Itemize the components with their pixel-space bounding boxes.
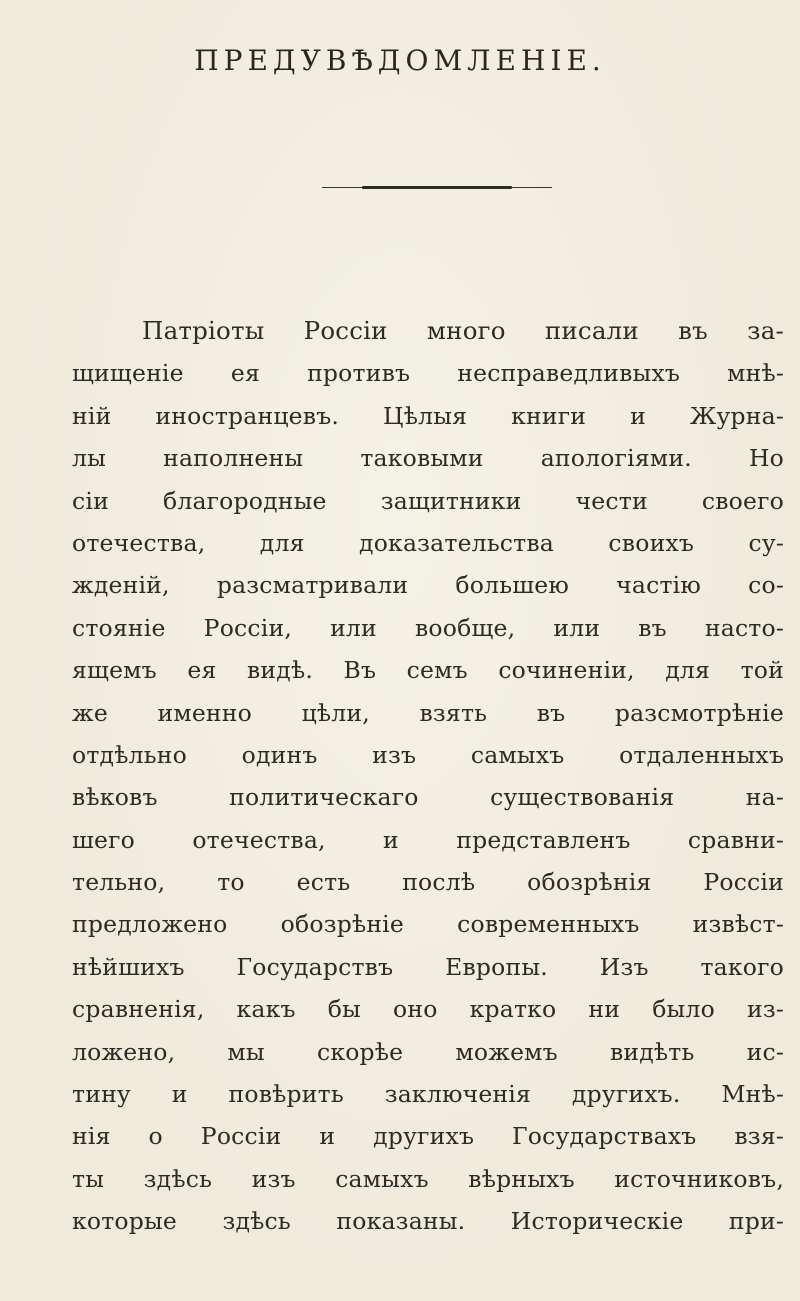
text-line: шего отечества, и представленъ сравни- — [72, 825, 784, 854]
rule-thick-line — [362, 186, 512, 189]
text-line: сравненія, какъ бы оно кратко ни было из- — [72, 995, 784, 1024]
text-line: нія о Россіи и другихъ Государствахъ взя- — [72, 1122, 784, 1151]
body-paragraph — [72, 310, 784, 1243]
text-line: сіи благородные защитники чести своего — [72, 486, 784, 515]
text-line: же именно цѣли, взять въ разсмотрѣніе — [72, 698, 784, 727]
text-line: тину и повѣрить заключенія другихъ. Мнѣ- — [72, 1080, 784, 1109]
text-line: стояніе Россіи, или вообще, или въ насто- — [72, 613, 784, 642]
text-line: тельно, то есть послѣ обозрѣнія Россіи — [72, 868, 784, 897]
text-line: отдѣльно одинъ изъ самыхъ отдаленныхъ — [72, 740, 784, 769]
text-line: предложено обозрѣніе современныхъ извѣст- — [72, 910, 784, 939]
text-line: которые здѣсь показаны. Историческіе при- — [72, 1207, 784, 1236]
text-line: вѣковъ политическаго существованія на- — [72, 783, 784, 812]
text-line: ній иностранцевъ. Цѣлыя книги и Журна- — [72, 401, 784, 430]
text-line: отечества, для доказательства своихъ су- — [72, 528, 784, 557]
text-line: ящемъ ея видѣ. Въ семъ сочиненіи, для той — [72, 656, 784, 685]
text-line: Патріоты Россіи много писали въ за- — [142, 316, 784, 345]
text-line: ложено, мы скорѣе можемъ видѣть ис- — [72, 1037, 784, 1066]
text-line: лы наполнены таковыми апологіями. Но — [72, 444, 784, 473]
text-line: жденій, разсматривали большею частію со- — [72, 571, 784, 600]
text-line: ты здѣсь изъ самыхъ вѣрныхъ источниковъ, — [72, 1164, 784, 1193]
text-line: щищеніе ея противъ несправедливыхъ мнѣ- — [72, 359, 784, 388]
page-heading: ПРЕДУВѢДОМЛЕНІЕ. — [194, 44, 606, 77]
text-line: нѣйшихъ Государствъ Европы. Изъ такого — [72, 952, 784, 981]
decorative-rule — [322, 186, 552, 189]
